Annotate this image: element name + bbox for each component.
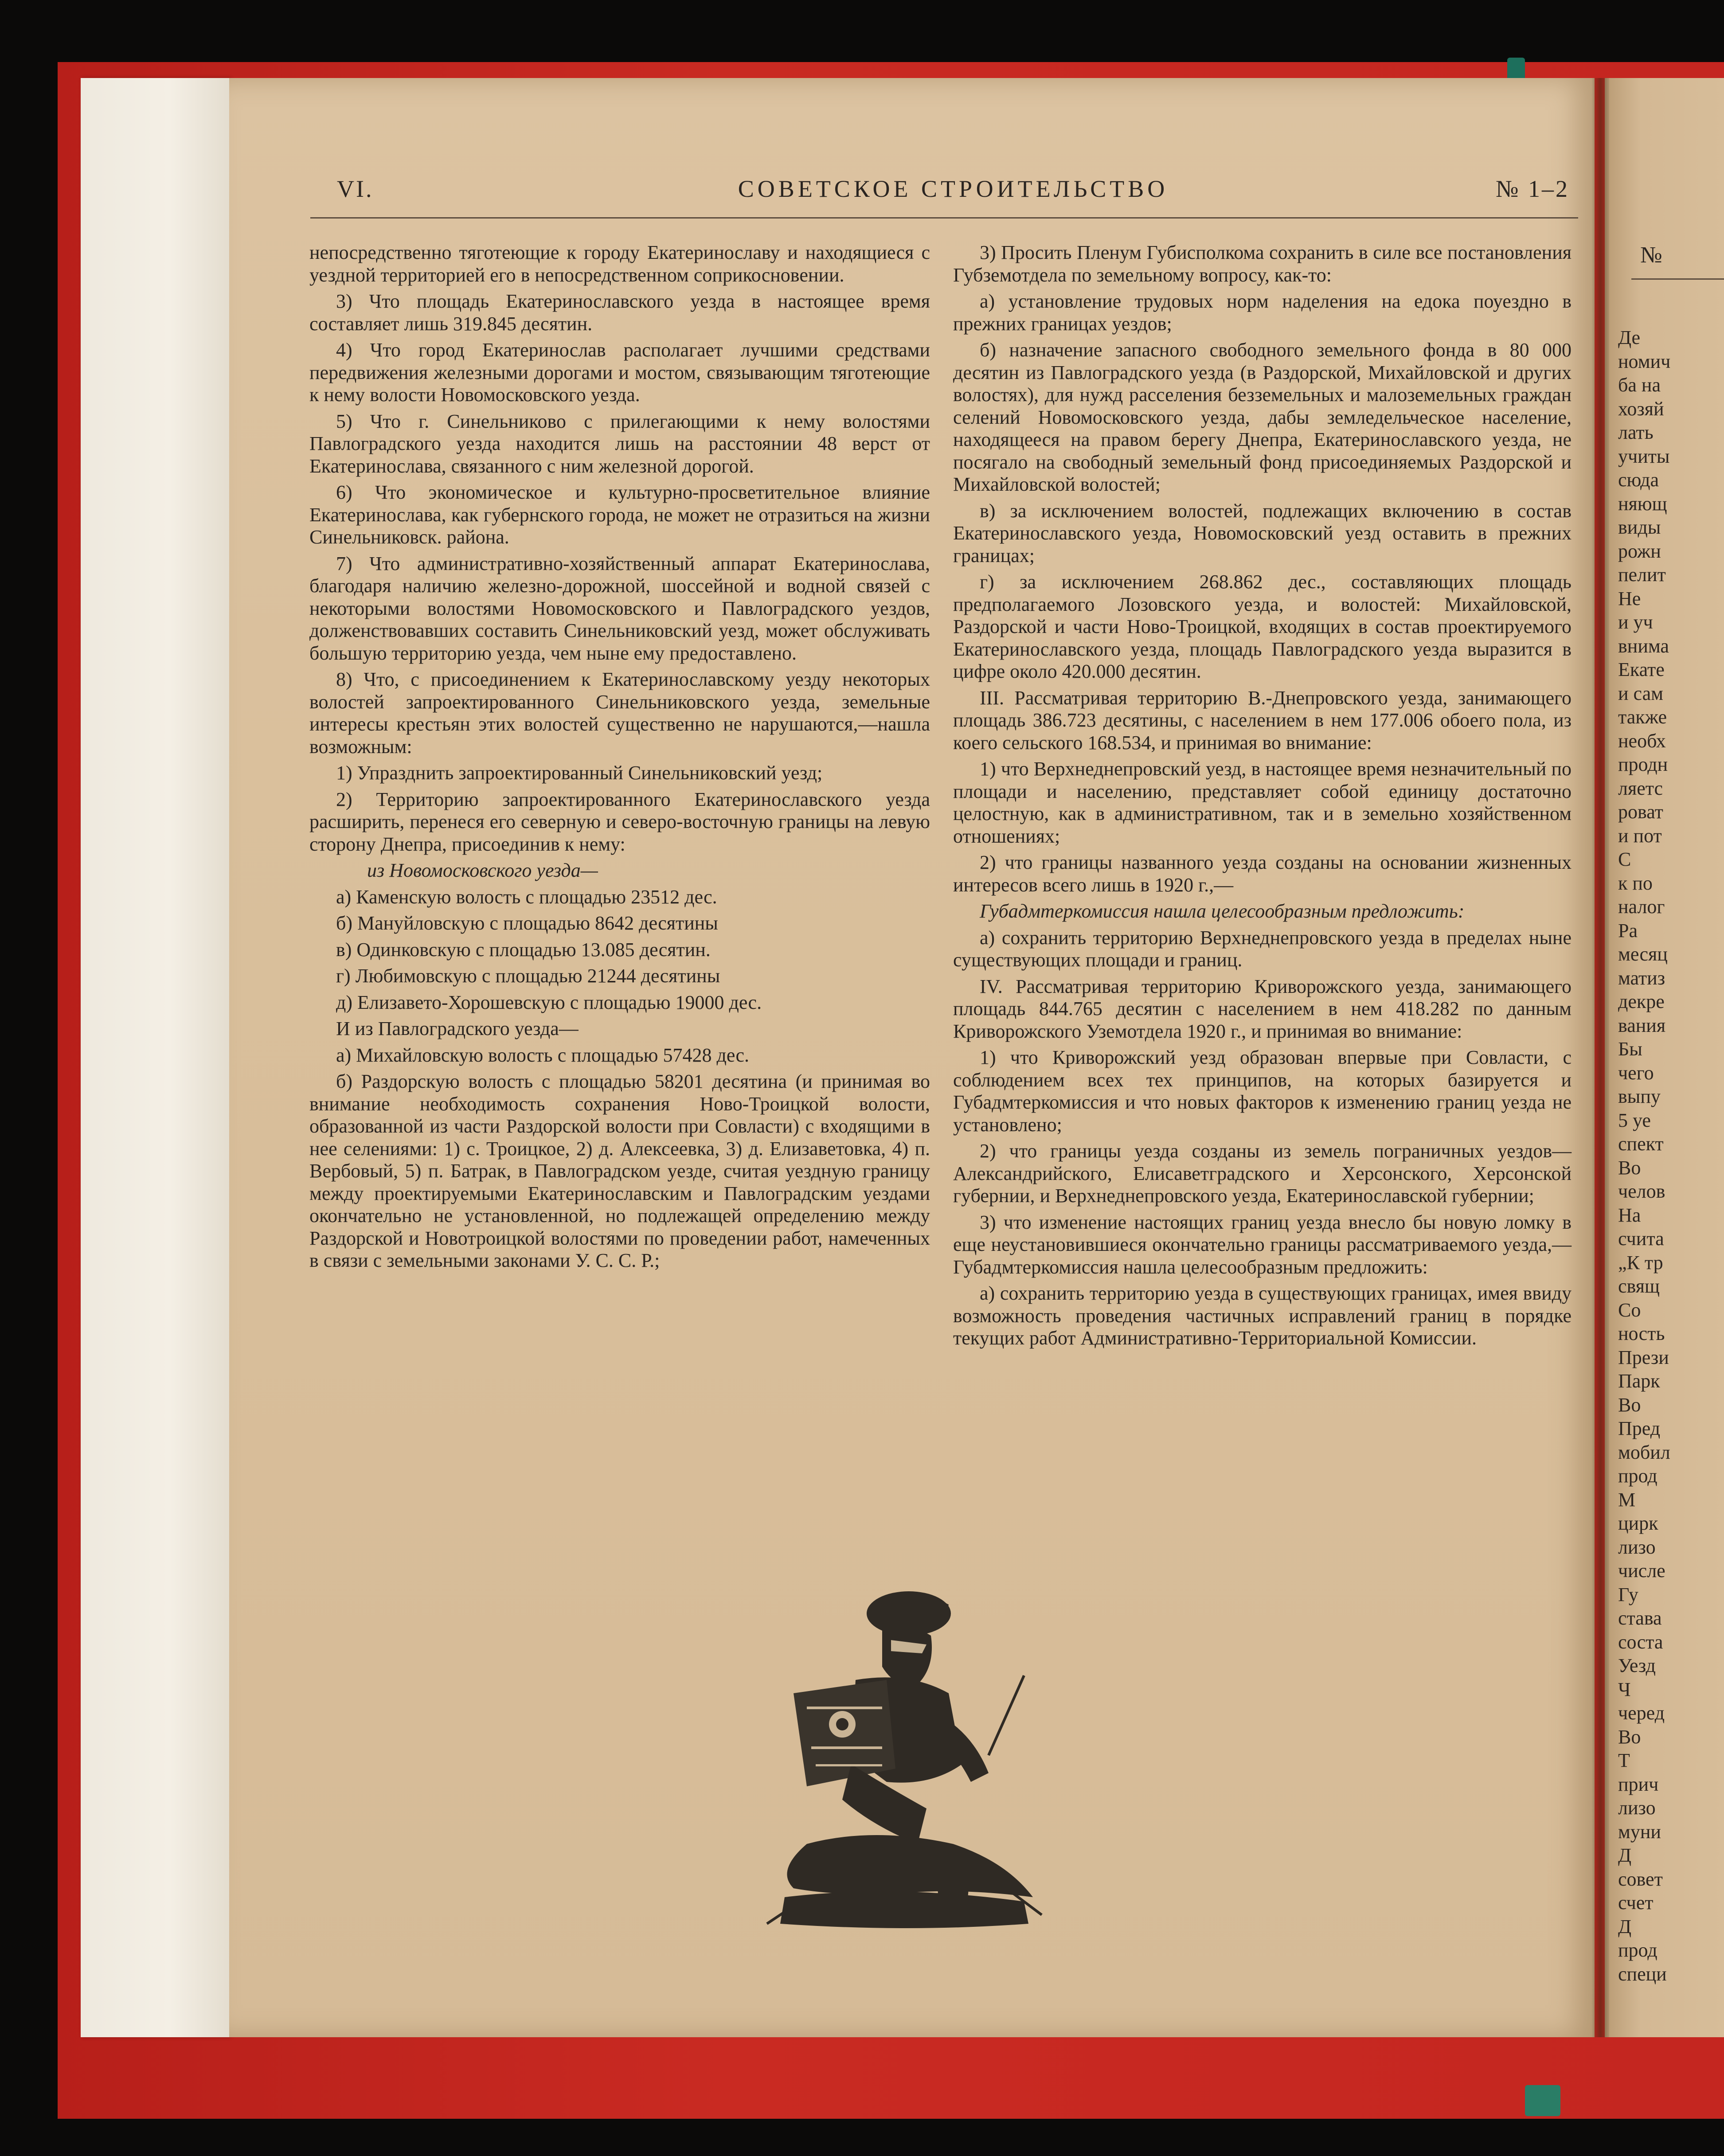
issue-number: № 1–2 [1495, 176, 1569, 202]
facing-page-line: Парк [1618, 1370, 1660, 1392]
paragraph: в) за исключением волостей, подлежащих включению в состав Екатеринославского уезда, Новомосковский уезд оставить в прежних границах; [953, 500, 1572, 566]
facing-page-line: Т [1618, 1750, 1630, 1771]
facing-page-line: Не [1618, 587, 1641, 609]
paragraph: б) Мануйловскую с площадью 8642 десятины [336, 912, 718, 934]
facing-page-line: Де [1618, 327, 1641, 348]
facing-page-line: и уч [1618, 611, 1653, 633]
spine-shadow [1591, 78, 1609, 2037]
facing-page-line: черед [1618, 1702, 1665, 1724]
facing-page-line: Прези [1618, 1346, 1669, 1368]
facing-page-line: хозяй [1618, 398, 1664, 420]
paragraph: 7) Что административно-хозяйственный аппарат Екатеринослава, благодаря наличию железно-дорожной, шоссейной и водной связей с некоторыми волостями Новомосковского и Павлоградского уездов, долженствовавших составить Синельниковский уезд, может обслуживать большую территорию уезда, чем ныне ему предоставлено. [309, 552, 930, 664]
facing-page-line: Екате [1618, 659, 1665, 680]
facing-page-line: Во [1618, 1726, 1641, 1748]
facing-page-line: „К тр [1618, 1251, 1663, 1273]
facing-page-line: спект [1618, 1133, 1664, 1155]
paragraph: г) Любимовскую с площадью 21244 десятины [336, 965, 720, 987]
facing-page-line: рожн [1618, 540, 1661, 562]
paragraph: IV. Рассматривая территорию Криворожского уезда, занимающего площадь 844.765 десятин с населением в нем 418.282 по данным Криворожского Уземотдела 1920 г., и принимая во внимание: [953, 975, 1572, 1042]
paragraph: д) Елизавето-Хорошевскую с площадью 19000 дес. [336, 991, 762, 1013]
facing-page-line: декре [1618, 991, 1665, 1012]
facing-page-line: номич [1618, 350, 1671, 372]
facing-page [1605, 78, 1724, 2037]
facing-page-line: роват [1618, 801, 1663, 823]
facing-page-line: прич [1618, 1773, 1659, 1795]
facing-page-line: внима [1618, 635, 1669, 657]
facing-page-line: необх [1618, 730, 1666, 752]
facing-page-line: Во [1618, 1156, 1641, 1179]
paragraph: 5) Что г. Синельниково с прилегающими к нему волостями Павлоградского уезда находится лишь на расстоянии 48 верст от Екатеринослава, связанного с ним железной дорогой. [309, 410, 930, 477]
paragraph: 2) что границы названного уезда созданы на основании жизненных интересов всего лишь в 1920 г.,— [953, 851, 1572, 896]
facing-page-line: Во [1618, 1394, 1641, 1416]
facing-page-line: ба на [1618, 374, 1661, 396]
facing-page-line: Уезд [1618, 1655, 1656, 1676]
facing-page-line: лизо [1618, 1797, 1656, 1819]
paragraph: 6) Что экономическое и культурно-просветительное влияние Екатеринослава, как губернского города, не может не отразиться на жизни Синельниковск. района. [309, 481, 930, 548]
facing-page-line: челов [1618, 1180, 1665, 1202]
facing-page-line: Д [1618, 1844, 1632, 1866]
facing-page-line: муни [1618, 1820, 1661, 1843]
paragraph: а) сохранить территорию уезда в существующих границах, имея ввиду возможность проведения частичных исправлений границ в порядке текущих работ Административно-Территориальной Комиссии. [953, 1282, 1572, 1349]
facing-page-line: Ч [1618, 1678, 1631, 1700]
paragraph: 4) Что город Екатеринослав располагает лучшими средствами передвижения железными дорогами и мостом, связывающим тяготеющие к нему волости Новомосковского уезда. [309, 339, 930, 406]
paragraph: 1) Упразднить запроектированный Синельниковский уезд; [336, 762, 823, 784]
paragraph: б) Раздорскую волость с площадью 58201 десятина (и принимая во внимание необходимость сохранения Ново-Троицкой волости, образованной из части Раздорской волости при Совласти) с входящими в нее селениями: 1) с. Троицкое, 2) д. Алексеевка, 3) д. Елизаветовка, 4) п. Вербовый, 5) п. Батрак, в Павлоградском уезде, считая уездную границу между проектируемыми Екатеринославским и Павлоградским уездами окончательно не установленной, но подлежащей определению между Раздорской и Новотроицкой волостями по проведении работ, намеченных в связи с земельными законами У. С. С. Р.; [309, 1070, 930, 1271]
paragraph: а) сохранить территорию Верхнеднепровского уезда в пределах ныне существующих площади и границ. [953, 926, 1572, 971]
facing-page-line: Ра [1618, 919, 1638, 941]
facing-page-line: соста [1618, 1631, 1663, 1653]
facing-page-line: выпу [1618, 1086, 1661, 1107]
facing-page-line: няющ [1618, 492, 1667, 515]
facing-page-line: лизо [1618, 1536, 1656, 1558]
facing-page-header: № [1640, 242, 1662, 268]
facing-page-line: лать [1618, 422, 1654, 443]
facing-page-line: учиты [1618, 445, 1670, 467]
paragraph: а) Каменскую волость с площадью 23512 дес. [336, 886, 717, 908]
facing-page-line: к по [1618, 872, 1653, 894]
paragraph: 3) что изменение настоящих границ уезда внесло бы новую ломку в еще неустановившиеся окончательно границы рассматриваемого уезда,—Губадмтеркомиссия нашла целесообразным предложить: [953, 1211, 1572, 1278]
facing-page-line: виды [1618, 516, 1661, 538]
paragraph: г) за исключением 268.862 дес., составляющих площадь предполагаемого Лозовского уезда, и волостей: Михайловской, Раздорской и части Ново-Троицкой, входящих в состав проектируемого Екатеринославского уезда, площадь Павлоградского уезда выразится в цифре около 420.000 десятин. [953, 571, 1572, 682]
facing-page-line: свящ [1618, 1275, 1660, 1297]
facing-page-line: пелит [1618, 564, 1666, 586]
journal-title: СОВЕТСКОЕ СТРОИТЕЛЬСТВО [738, 176, 1169, 202]
page-number: VI. [337, 176, 374, 202]
paragraph: 3) Просить Пленум Губисполкома сохранить в силе все постановления Губземотдела по земельному вопросу, как-то: [953, 242, 1572, 286]
facing-page-line: прод [1618, 1939, 1658, 1961]
facing-page-line: М [1618, 1488, 1636, 1511]
running-header [337, 175, 1569, 211]
binding-clip [1525, 2085, 1560, 2116]
paragraph: а) установление трудовых норм наделения на едока поуездно в прежних границах уездов; [953, 290, 1572, 335]
left-column [309, 242, 930, 1276]
facing-page-line: Бы [1618, 1038, 1642, 1060]
facing-page-line: налог [1618, 896, 1665, 918]
facing-page-line: Гу [1618, 1583, 1638, 1605]
facing-page-line: Со [1618, 1299, 1641, 1321]
facing-page-line: прод [1618, 1465, 1658, 1487]
paragraph: 1) что Верхнеднепровский уезд, в настоящее время незначительный по площади и населению, представляет собой единицу достаточно целостную, как в административном, так и в земельно хозяйственном отношениях; [953, 758, 1572, 847]
paragraph: б) назначение запасного свободного земельного фонда в 80 000 десятин из Павлоградского уезда (в Раздорской, Михайловской и других волостях), для нужд расселения безземельных и малоземельных граждан селений Новомосковского уезда, дабы земледельческое население, находящееся на правом берегу Днепра, Екатеринославского уезда, не посягало на свободный земельный фонд присоединяемых Раздорской и Михайловской волостей; [953, 339, 1572, 495]
facing-page-line: продн [1618, 754, 1668, 775]
mounting-strip [81, 78, 229, 2037]
facing-page-line: и пот [1618, 824, 1662, 847]
paragraph: 2) Территорию запроектированного Екатеринославского уезда расширить, перенеся его северную и северо-восточную границы на левую сторону Днепра, присоединив к нему: [309, 788, 930, 855]
facing-page-line: матиз [1618, 967, 1665, 989]
paragraph: непосредственно тяготеющие к городу Екатеринославу и находящиеся с уездной территорией его в непосредственном соприкосновении. [309, 242, 930, 286]
facing-page-line: Д [1618, 1915, 1632, 1937]
facing-page-line: чего [1618, 1062, 1654, 1084]
facing-page-line: ность [1618, 1323, 1665, 1344]
facing-page-line: цирк [1618, 1512, 1658, 1534]
paragraph: 1) что Криворожский уезд образован впервые при Совласти, с соблюдением всех тех принципов, на которых базируется и Губадмтеркомиссия и что новых факторов к изменению границ уезда не установлено; [953, 1047, 1572, 1136]
facing-page-line: специ [1618, 1963, 1667, 1985]
facing-page-line: мобил [1618, 1441, 1670, 1463]
facing-page-line: С [1618, 848, 1631, 870]
paragraph: 8) Что, с присоединением к Екатеринославскому уезду некоторых волостей запроектированного Синельниковского уезда, земельные интересы крестьян этих волостей существенно не нарушаются,—нашла возможным: [309, 668, 930, 758]
facing-page-line: счита [1618, 1228, 1664, 1250]
facing-page-line: месяц [1618, 943, 1668, 965]
facing-page-line: также [1618, 706, 1667, 728]
right-column [953, 242, 1572, 1354]
facing-page-line: Пред [1618, 1418, 1661, 1439]
facing-page-line: На [1618, 1204, 1641, 1226]
facing-page-rule [1631, 278, 1724, 280]
paragraph: а) Михайловскую волость с площадью 57428 дес. [336, 1044, 750, 1066]
facing-page-line: ляетс [1618, 777, 1663, 799]
facing-page-line: става [1618, 1607, 1662, 1629]
facing-page-line: счет [1618, 1892, 1654, 1914]
facing-page-line: вания [1618, 1014, 1666, 1036]
paragraph: в) Одинковскую с площадью 13.085 десятин. [336, 938, 711, 961]
facing-page-line: числе [1618, 1560, 1665, 1582]
paragraph: Губадмтеркомиссия нашла целесообразным предложить: [980, 900, 1465, 922]
facing-page-line: 5 уе [1618, 1109, 1651, 1131]
reading-man-vignette [740, 1578, 1051, 1941]
paragraph: 2) что границы уезда созданы из земель пограничных уездов—Александрийского, Елисаветградского и Херсонского, Херсонской губернии, и Верхнеднепровского уезда, Екатеринославской губернии; [953, 1140, 1572, 1207]
header-rule [310, 217, 1578, 219]
facing-page-line: совет [1618, 1868, 1663, 1890]
facing-page-line: и сам [1618, 682, 1663, 704]
facing-page-line: сюда [1618, 469, 1659, 491]
paragraph: 3) Что площадь Екатеринославского уезда в настоящее время составляет лишь 319.845 десятин. [309, 290, 930, 335]
paragraph: И из Павлоградского уезда— [336, 1018, 579, 1039]
paragraph: из Новомосковского уезда— [367, 859, 598, 881]
paragraph: III. Рассматривая территорию В.-Днепровского уезда, занимающего площадь 386.723 десятины, с населением в нем 177.006 обоего пола, из коего сельского 168.534, и принимая во внимание: [953, 687, 1572, 754]
